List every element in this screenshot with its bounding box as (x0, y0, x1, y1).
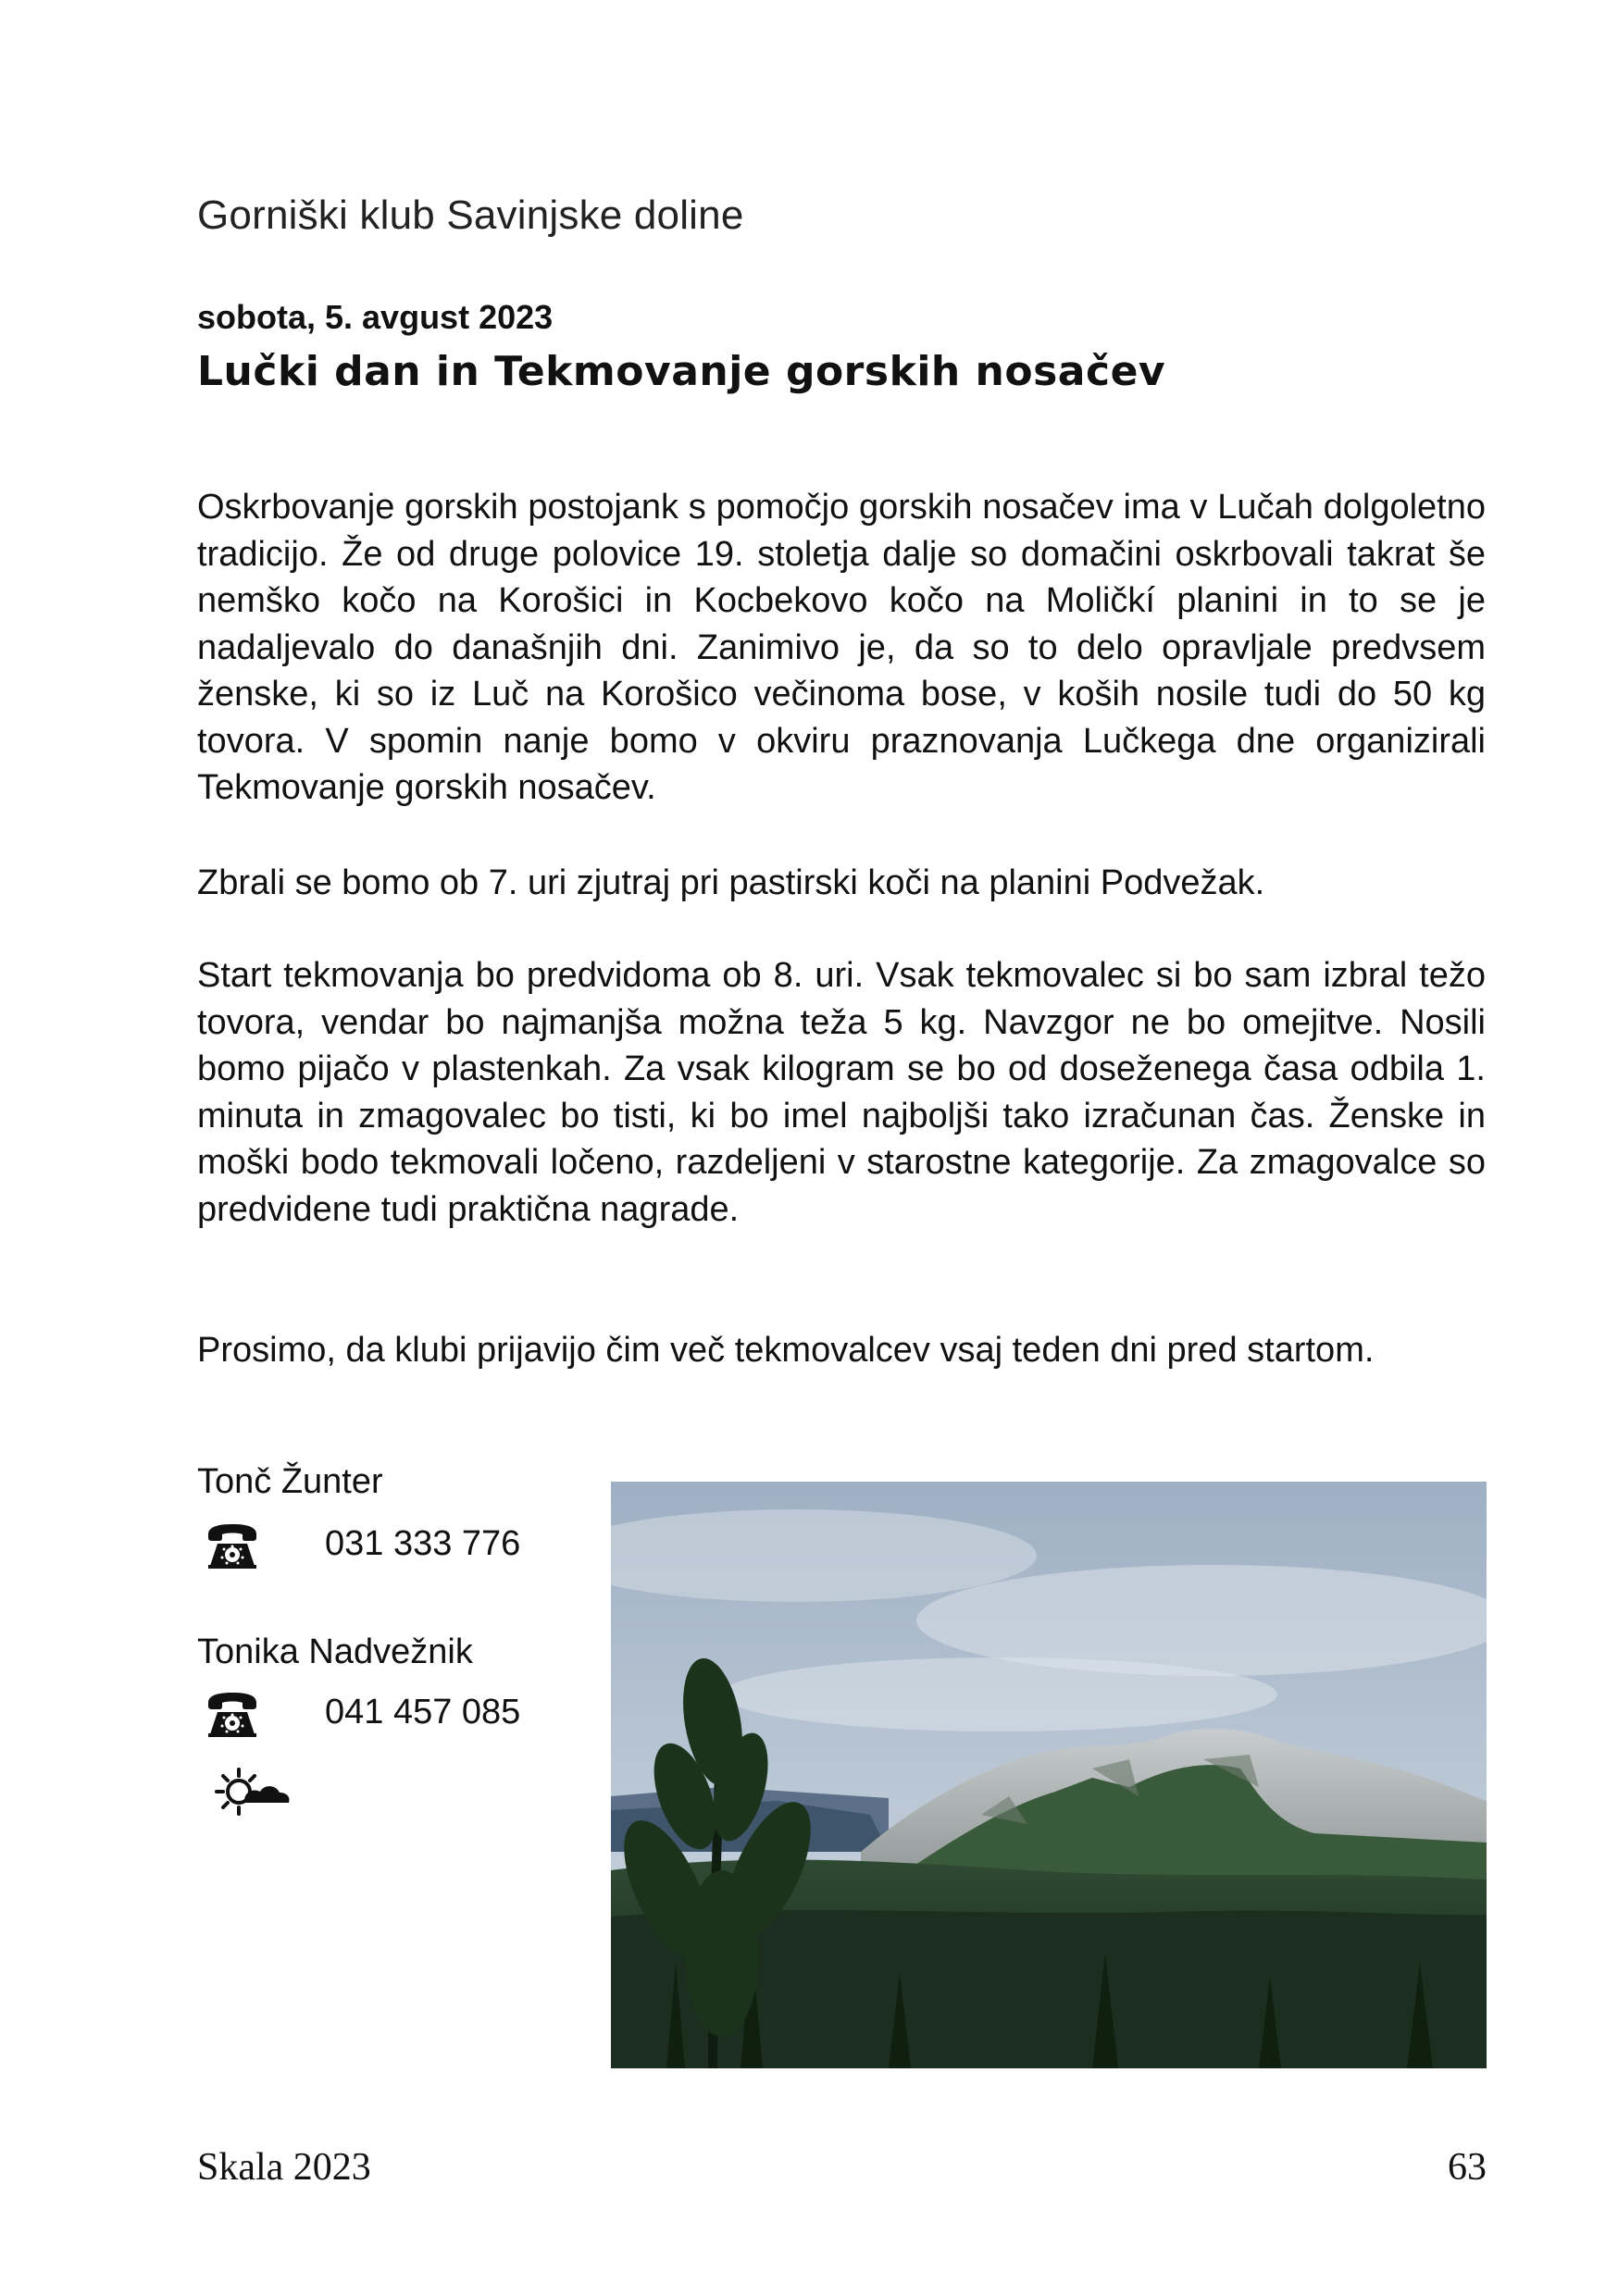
page-number: 63 (1448, 2146, 1487, 2189)
paragraph-rules: Start tekmovanja bo predvidoma ob 8. uri. Vsak tekmovalec si bo sam izbral težo tovora, vendar bo najmanjša možna teža 5 kg. Navzgor ne bo omejitve. Nosili bomo pijačo v plastenkah. Za vsak kilogram se bo od doseženega časa odbila 1. minuta in zmagovalec bo tisti, ki bo imel najboljši tako izračunan čas. Ženske in moški bodo tekmovali ločeno, razdeljeni v starostne kategorije. Za zmagovalce so predvidene tudi praktična nagrade. (197, 956, 1486, 1229)
mountain-photo (611, 1482, 1487, 2068)
contact-name: Tonč Žunter (197, 1462, 383, 1501)
event-title: Lučki dan in Tekmovanje gorskih nosačev (197, 348, 1166, 395)
club-name: Gorniški klub Savinjske doline (197, 192, 744, 238)
sun-behind-cloud-icon (211, 1764, 292, 1819)
telephone-icon (205, 1521, 260, 1570)
paragraph-registration: Prosimo, da klubi prijavijo čim več tekmovalcev vsaj teden dni pred startom. (197, 1331, 1375, 1370)
mountain-landscape-photo (611, 1482, 1487, 2068)
telephone-icon (205, 1690, 260, 1738)
paragraph-meeting: Zbrali se bomo ob 7. uri zjutraj pri pastirski koči na planini Podvežak. (197, 863, 1265, 902)
footer-publication: Skala 2023 (197, 2146, 371, 2189)
paragraph-intro: Oskrbovanje gorskih postojank s pomočjo gorskih nosačev ima v Lučah dolgoletno tradicijo. Že od druge polovice 19. stoletja dalje so domačini oskrbovali takrat še nemško kočo na Korošici in Kocbekovo kočo na Moličkí planini in to se je nadaljevalo do današnjih dni. Zanimivo je, da so to delo opravljale predvsem ženske, ki so iz Luč na Korošico večinoma bose, v koših nosile tudi do 50 kg tovora. V spomin nanje bomo v okviru praznovanja Lučkega dne organizirali Tekmovanje gorskih nosačev. (197, 488, 1486, 807)
contact-phone: 031 333 776 (325, 1524, 521, 1563)
event-date: sobota, 5. avgust 2023 (197, 298, 554, 336)
contact-phone: 041 457 085 (325, 1693, 521, 1731)
contact-name: Tonika Nadvežnik (197, 1632, 473, 1671)
